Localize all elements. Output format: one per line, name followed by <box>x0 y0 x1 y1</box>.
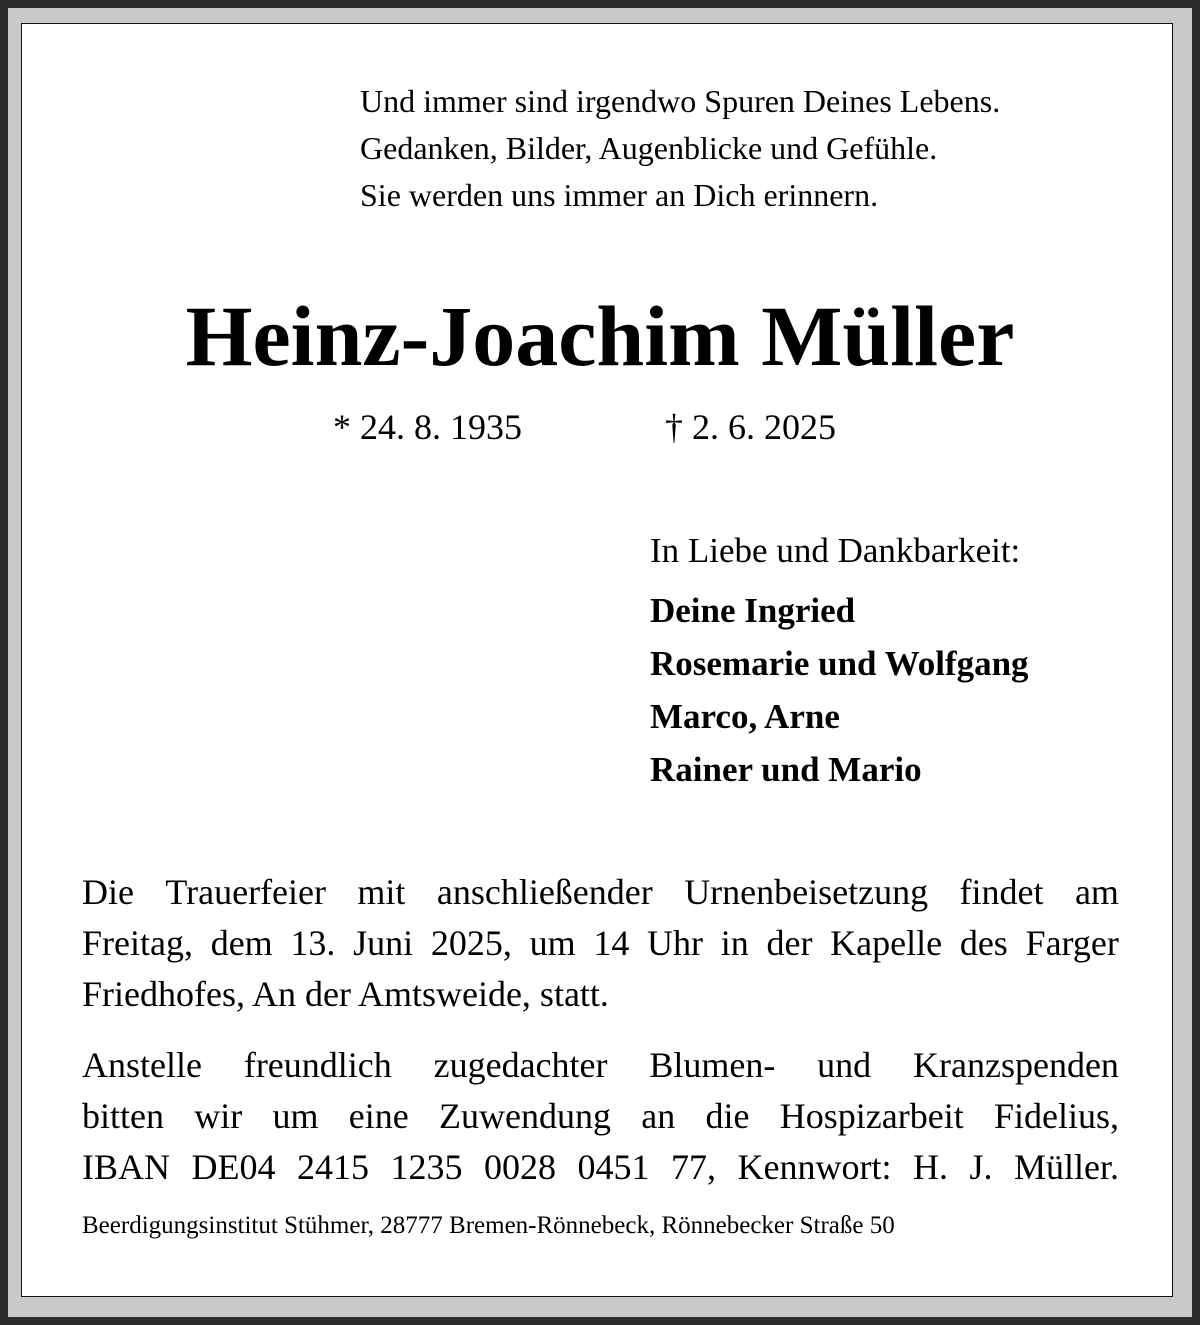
deceased-name: Heinz-Joachim Müller <box>185 288 1015 384</box>
paragraph-line: Die Trauerfeier mit anschließender Urnenbeisetzung findet am <box>82 872 1119 912</box>
funeral-home-footer: Beerdigungsinstitut Stühmer, 28777 Bremen-Rönnebeck, Rönnebecker Straße 50 <box>82 1212 895 1239</box>
mourners-intro: In Liebe und Dankbarkeit: <box>650 531 1021 570</box>
mourner-name: Rosemarie und Wolfgang <box>650 644 1029 683</box>
poem-line: Und immer sind irgendwo Spuren Deines Lebens. <box>360 83 1001 119</box>
ceremony-notice <box>82 867 1119 1020</box>
birth-date: * 24. 8. 1935 <box>333 407 522 447</box>
memorial-poem <box>360 78 1000 219</box>
poem-line: Gedanken, Bilder, Augenblicke und Gefühle. <box>360 130 938 166</box>
paragraph-line: Friedhofes, An der Amtsweide, statt. <box>82 974 609 1014</box>
paragraph-line: IBAN DE04 2415 1235 0028 0451 77, Kennwort: H. J. Müller. <box>82 1147 1119 1187</box>
mourners-block <box>650 526 1029 796</box>
death-date: † 2. 6. 2025 <box>665 407 836 447</box>
paragraph-line: Anstelle freundlich zugedachter Blumen- und Kranzspenden <box>82 1045 1119 1085</box>
mourner-name: Rainer und Mario <box>650 750 922 789</box>
poem-line: Sie werden uns immer an Dich erinnern. <box>360 177 879 213</box>
paragraph-line: bitten wir um eine Zuwendung an die Hospizarbeit Fidelius, <box>82 1096 1119 1136</box>
paragraph-line: Freitag, dem 13. Juni 2025, um 14 Uhr in der Kapelle des Farger <box>82 923 1119 963</box>
donation-notice <box>82 1040 1119 1193</box>
mourner-name: Marco, Arne <box>650 697 840 736</box>
mourner-name: Deine Ingried <box>650 591 856 630</box>
